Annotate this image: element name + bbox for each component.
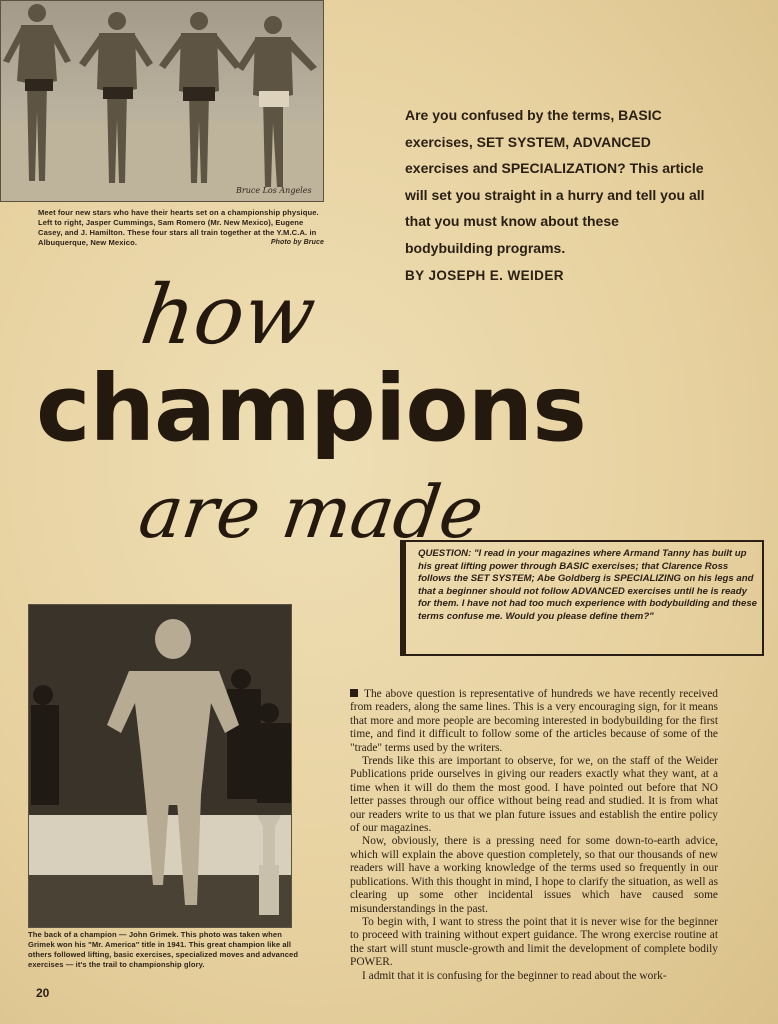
article-body bbox=[350, 688, 718, 983]
bottom-photo-caption: The back of a champion — John Grimek. This photo was taken when Grimek won his "Mr. America" title in 1941. This great champion like all others followed lifting, basic exercises, specialized moves and advanced exercises — it's the trail to championship glory. bbox=[28, 930, 299, 969]
body-paragraph-4: To begin with, I want to stress the point that it is never wise for the beginner to proceed with training without expert guidance. The wrong exercise routine at the start will stunt muscle-growth and limit the development of complete bodily POWER. bbox=[350, 915, 718, 969]
photo-credit: Photo by Bruce bbox=[270, 239, 324, 246]
top-photo bbox=[0, 0, 324, 202]
beach-bodybuilders-image bbox=[1, 1, 323, 201]
reader-question: QUESTION: "I read in your magazines where Armand Tanny has built up his great lifting power through BASIC exercises; that Clarence Ross follows the SET SYSTEM; Abe Goldberg is SPECIALIZING on his legs and that a beginner should not follow ADVANCED exercises until he is ready for them. I have not had too much experience with bodybuilding and these terms confuse me. Would you please define them?" bbox=[418, 548, 758, 622]
article-byline: BY JOSEPH E. WEIDER bbox=[405, 268, 564, 283]
body-paragraph-2: Trends like this are important to observe, for we, on the staff of the Weider Publications pride ourselves in giving our readers exactly what they want, at a time when it will do them the most good. I have pointed out before that NO letter passes through our office without being read and studied. It is from what our readers write to us that we plan future issues and establish the entire policy of our magazines. bbox=[350, 755, 718, 835]
body-paragraph-3: Now, obviously, there is a pressing need for some down-to-earth advice, which will explain the above question completely, so that our thousands of new readers will have a working knowledge of the terms used so frequently in our publications. With this thought in mind, I hope to clarify the situation, as well as clearing up some other incidental issues which have caused some misunderstandings in the past. bbox=[350, 835, 718, 915]
title-line-are-made: are made bbox=[134, 470, 489, 554]
body-paragraph-1: The above question is representative of hundreds we have recently received from readers, along the same lines. This is a very encouraging sign, for it means that more and more people are becoming interested in bodybuilding for the first time, and find it difficult to follow some of the articles because of some of the "trade" terms used by the writers. bbox=[350, 688, 718, 754]
page-number: 20 bbox=[36, 986, 50, 1000]
article-intro: Are you confused by the terms, BASIC exercises, SET SYSTEM, ADVANCED exercises and SPECIALIZATION? This article will set you straight in a hurry and tell you all that you must know about these bodybuilding programs. bbox=[405, 107, 705, 256]
top-caption-text: Meet four new stars who have their hearts set on a championship physique. Left to right, Jasper Cummings, Sam Romero (Mr. New Mexico), Eugene Casey, and J. Hamilton. These four stars all train together at the Y.M.C.A. in Albuquerque, New Mexico. bbox=[38, 208, 319, 247]
paragraph-bullet bbox=[350, 689, 358, 697]
grimek-stage-image bbox=[29, 605, 291, 927]
title-line-champions: champions bbox=[36, 355, 586, 462]
top-photo-caption bbox=[38, 208, 324, 248]
bottom-photo bbox=[28, 604, 292, 928]
title-line-how: how bbox=[135, 268, 322, 363]
question-box bbox=[400, 540, 764, 656]
photo-signature: Bruce Los Angeles bbox=[236, 186, 312, 195]
body-paragraph-5: I admit that it is confusing for the beginner to read about the work- bbox=[362, 969, 667, 982]
